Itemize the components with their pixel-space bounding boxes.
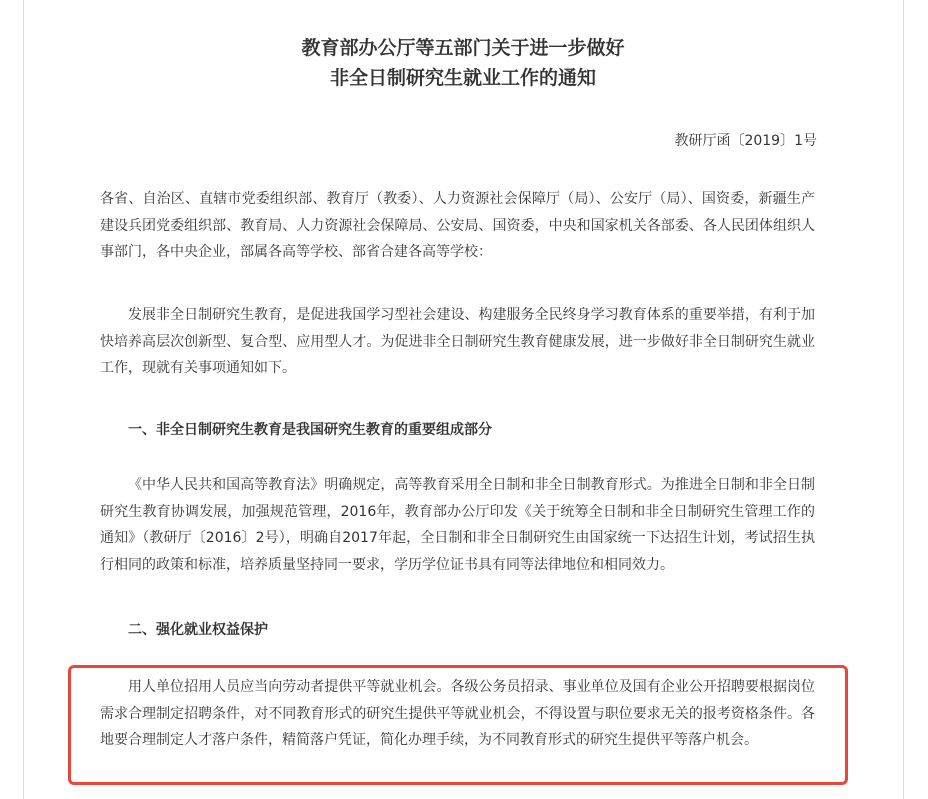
intro-paragraph: 发展非全日制研究生教育，是促进我国学习型社会建设、构建服务全民终身学习教育体系的重要举措，有利于加快培养高层次创新型、复合型、应用型人才。为促进非全日制研究生教育健康发展，进一步做好非全日制研究生就业工作，现就有关事项通知如下。	[100, 307, 815, 376]
title-line-1: 教育部办公厅等五部门关于进一步做好	[301, 37, 625, 59]
section-1-heading: 一、非全日制研究生教育是我国研究生教育的重要组成部分	[128, 422, 492, 438]
section-2-heading: 二、强化就业权益保护	[128, 622, 268, 638]
left-border-line	[23, 0, 24, 799]
document-number: 教研厅函〔2019〕1号	[674, 133, 817, 149]
right-border-line	[903, 0, 904, 799]
section-1-paragraph: 《中华人民共和国高等教育法》明确规定，高等教育采用全日制和非全日制教育形式。为推进全日制和非全日制研究生教育协调发展，加强规范管理，2016年，教育部办公厅印发《关于统筹全日制和非全日制研究生管理工作的通知》（教研厅〔2016〕2号），明确自2017年起，全日制和非全日制研究生由国家统一下达招生计划，考试招生执行相同的政策和标准，培养质量坚持同一要求，学历学位证书具有同等法律地位和相同效力。	[100, 477, 815, 573]
addressees-paragraph: 各省、自治区、直辖市党委组织部、教育厅（教委）、人力资源社会保障厅（局）、公安厅（局）、国资委，新疆生产建设兵团党委组织部、教育局、人力资源社会保障局、公安局、国资委，中央和国家机关各部委、各人民团体组织人事部门，各中央企业，部属各高等学校、部省合建各高等学校：	[100, 191, 815, 260]
document-title	[100, 33, 826, 93]
section-2-paragraph: 用人单位招用人员应当向劳动者提供平等就业机会。各级公务员招录、事业单位及国有企业公开招聘要根据岗位需求合理制定招聘条件，对不同教育形式的研究生提供平等就业机会，不得设置与职位要求无关的报考资格条件。各地要合理制定人才落户条件，精简落户凭证，简化办理手续，为不同教育形式的研究生提供平等落户机会。	[100, 679, 815, 748]
title-line-2: 非全日制研究生就业工作的通知	[329, 67, 596, 89]
